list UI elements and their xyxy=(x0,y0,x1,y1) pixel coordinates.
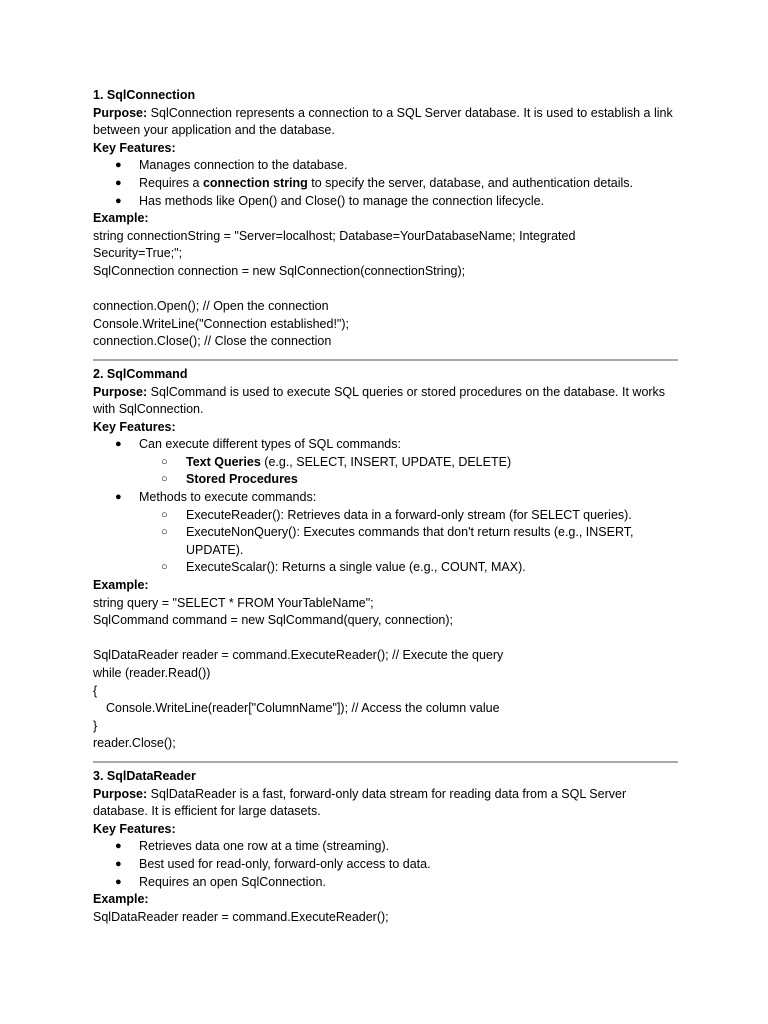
bullet-icon: ● xyxy=(115,438,122,451)
code-line: string connectionString = "Server=localhost; Database=YourDatabaseName; Integrated xyxy=(93,228,576,243)
bullet-icon: ● xyxy=(115,491,122,504)
purpose-paragraph xyxy=(93,384,678,419)
example-label: Example: xyxy=(93,211,149,226)
list-item xyxy=(93,436,678,489)
section-sqldatareader xyxy=(93,768,678,926)
list-item xyxy=(93,838,678,856)
purpose-text: SqlConnection represents a connection to a SQL Server database. It is used to establish a link between your application and the database. xyxy=(93,105,673,138)
code-line: SqlDataReader reader = command.ExecuteReader(); xyxy=(93,909,389,924)
feature-list xyxy=(93,436,678,577)
code-line: Security=True;"; xyxy=(93,246,183,261)
sub-list xyxy=(139,454,678,489)
code-line: SqlCommand command = new SqlCommand(query, connection); xyxy=(93,613,454,628)
section-heading: 2. SqlCommand xyxy=(93,366,188,381)
list-item xyxy=(93,489,678,577)
code-blank-line xyxy=(93,630,678,648)
bullet-icon: ● xyxy=(115,875,122,888)
bullet-icon: ● xyxy=(115,194,122,207)
sub-list xyxy=(139,507,678,577)
key-features-label: Key Features: xyxy=(93,419,176,434)
section-sqlconnection xyxy=(93,87,678,351)
code-line: { xyxy=(93,683,98,698)
purpose-text: SqlCommand is used to execute SQL queries or stored procedures on the database. It works with SqlConnection. xyxy=(93,384,666,417)
sub-list-item xyxy=(139,454,678,472)
circle-bullet-icon: ○ xyxy=(161,508,168,521)
code-line: string query = "SELECT * FROM YourTableName"; xyxy=(93,595,374,610)
feature-text: to specify the server, database, and authentication details. xyxy=(307,175,634,190)
bullet-icon: ● xyxy=(115,176,122,189)
feature-text: ExecuteNonQuery(): Executes commands that don't return results (e.g., INSERT, UPDATE). xyxy=(186,525,634,557)
feature-text: Best used for read-only, forward-only access to data. xyxy=(139,856,431,871)
section-heading: 1. SqlConnection xyxy=(93,88,196,102)
code-line: reader.Close(); xyxy=(93,736,176,751)
bullet-icon: ● xyxy=(115,857,122,870)
purpose-label: Purpose: xyxy=(93,105,148,120)
code-line: connection.Open(); // Open the connection xyxy=(93,299,329,314)
code-block xyxy=(93,909,678,927)
feature-bold-text: Text Queries xyxy=(186,454,261,469)
feature-text: Requires an open SqlConnection. xyxy=(139,874,326,889)
code-line: while (reader.Read()) xyxy=(93,666,211,680)
list-item xyxy=(93,175,678,193)
purpose-label: Purpose: xyxy=(93,384,148,399)
feature-text: Has methods like Open() and Close() to manage the connection lifecycle. xyxy=(139,193,545,208)
list-item xyxy=(93,874,678,892)
list-item xyxy=(93,193,678,211)
list-item xyxy=(93,856,678,874)
code-line: Console.WriteLine(reader["ColumnName"]); // Access the column value xyxy=(106,701,500,716)
section-heading: 3. SqlDataReader xyxy=(93,768,196,783)
example-label: Example: xyxy=(93,578,149,593)
purpose-paragraph xyxy=(93,105,678,140)
bullet-icon: ● xyxy=(115,159,122,172)
feature-text: Requires a xyxy=(139,175,203,190)
code-line: SqlConnection connection = new SqlConnection(connectionString); xyxy=(93,263,466,278)
feature-text: (e.g., SELECT, INSERT, UPDATE, DELETE) xyxy=(260,454,512,469)
feature-text: Manages connection to the database. xyxy=(139,158,348,173)
feature-text: ExecuteScalar(): Returns a single value (e.g., COUNT, MAX). xyxy=(186,560,526,575)
code-block xyxy=(93,228,678,351)
feature-list xyxy=(93,838,678,891)
circle-bullet-icon: ○ xyxy=(161,561,168,574)
list-item xyxy=(93,157,678,175)
feature-text: Methods to execute commands: xyxy=(139,490,317,505)
circle-bullet-icon: ○ xyxy=(161,473,168,486)
feature-bold-text: connection string xyxy=(202,175,308,190)
section-divider xyxy=(93,761,678,763)
code-blank-line xyxy=(93,281,678,299)
sub-list-item xyxy=(139,559,678,577)
circle-bullet-icon: ○ xyxy=(161,526,168,539)
purpose-label: Purpose: xyxy=(93,786,148,801)
section-divider xyxy=(93,359,678,361)
feature-list xyxy=(93,157,678,210)
document-page xyxy=(93,87,678,926)
example-label: Example: xyxy=(93,892,149,907)
feature-bold-text: Stored Procedures xyxy=(186,472,298,487)
sub-list-item xyxy=(139,507,678,525)
section-sqlcommand xyxy=(93,366,678,753)
feature-text: Retrieves data one row at a time (streaming). xyxy=(139,839,390,854)
sub-list-item xyxy=(139,471,678,489)
feature-text: Can execute different types of SQL commands: xyxy=(139,437,401,452)
feature-text: ExecuteReader(): Retrieves data in a forward-only stream (for SELECT queries). xyxy=(186,507,632,522)
code-line: connection.Close(); // Close the connection xyxy=(93,334,332,349)
code-block xyxy=(93,595,678,753)
key-features-label: Key Features: xyxy=(93,821,176,836)
code-line: } xyxy=(93,718,98,733)
sub-list-item xyxy=(139,524,678,559)
purpose-text: SqlDataReader is a fast, forward-only data stream for reading data from a SQL Server database. It is efficient for large datasets. xyxy=(93,786,627,819)
code-line: Console.WriteLine("Connection established!"); xyxy=(93,316,349,331)
purpose-paragraph xyxy=(93,786,678,821)
code-line: SqlDataReader reader = command.ExecuteReader(); // Execute the query xyxy=(93,648,504,663)
key-features-label: Key Features: xyxy=(93,140,176,155)
bullet-icon: ● xyxy=(115,840,122,853)
circle-bullet-icon: ○ xyxy=(161,455,168,468)
